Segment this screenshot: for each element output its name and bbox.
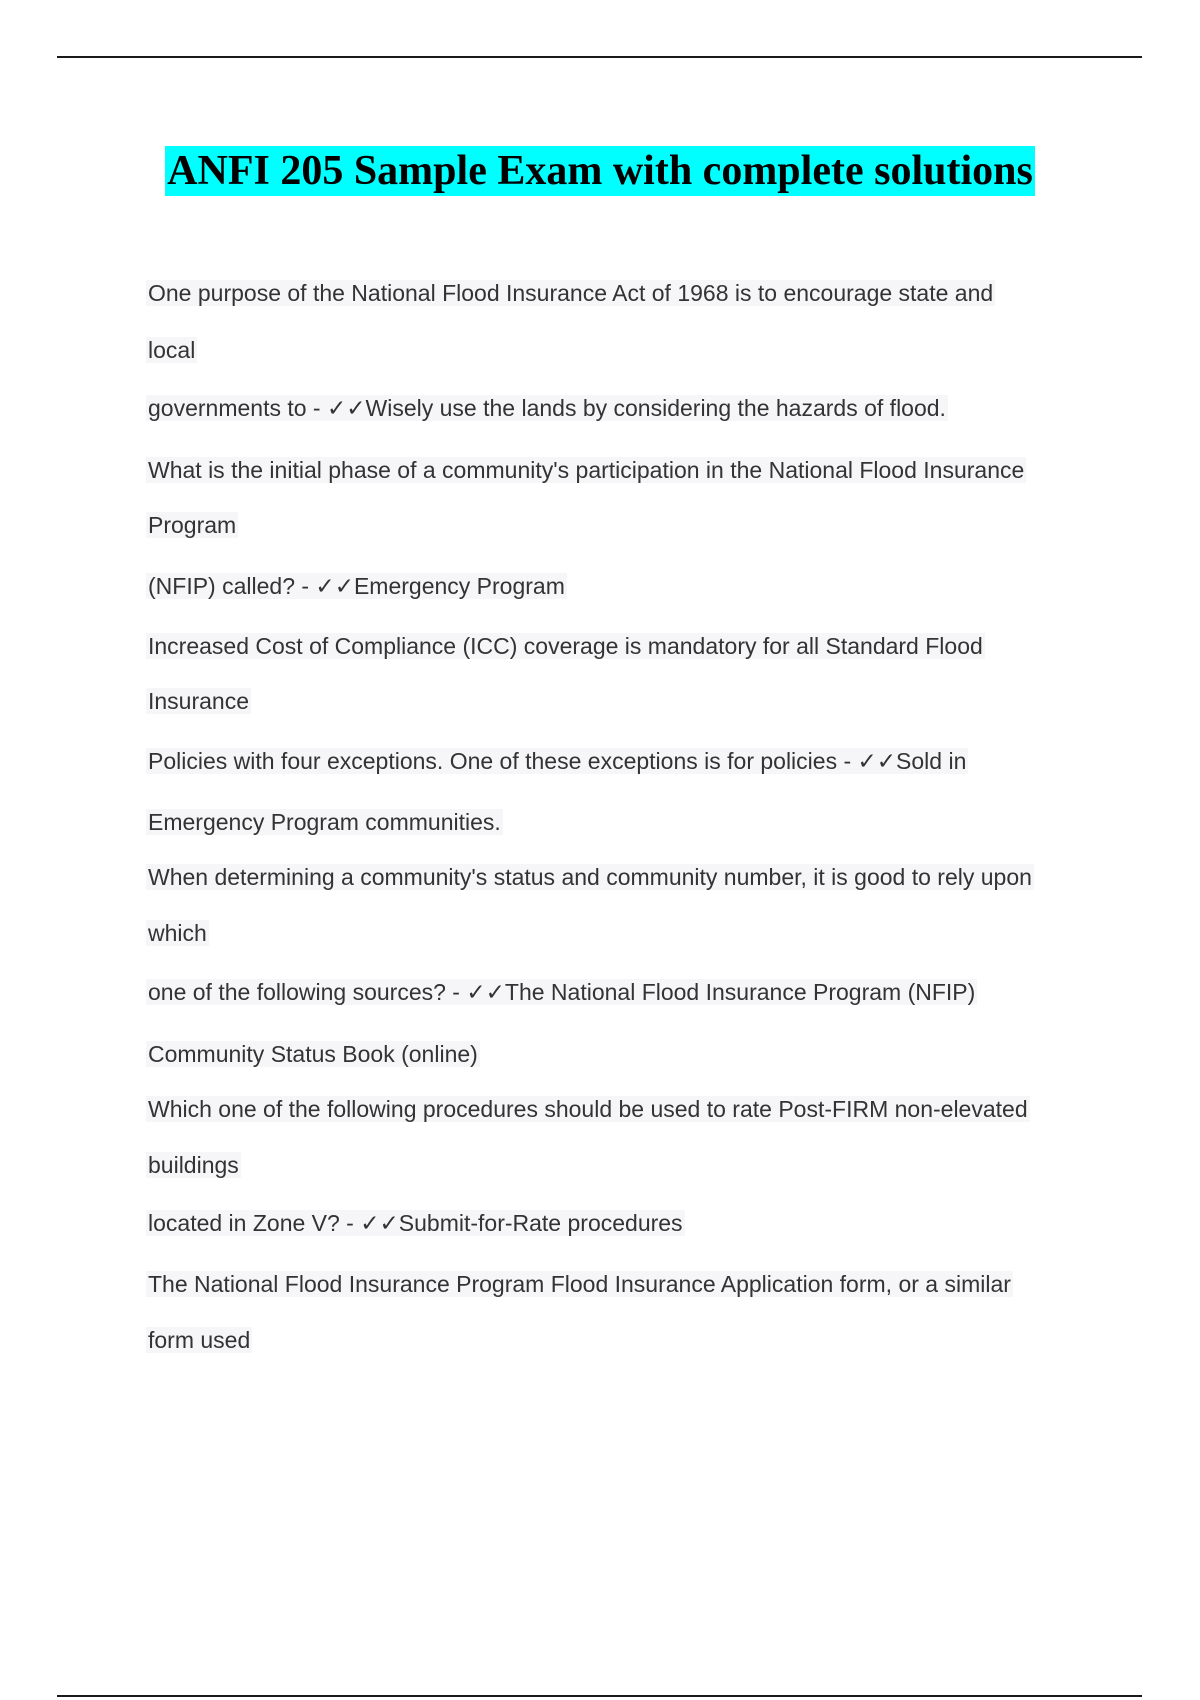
text-line — [146, 1267, 1013, 1301]
text-line-content: Program — [148, 512, 237, 538]
text-line-content: which — [148, 920, 207, 946]
text-line-content: Insurance — [148, 688, 250, 714]
text-line — [146, 975, 977, 1009]
text-line — [146, 684, 251, 718]
text-line — [146, 1148, 241, 1182]
text-line-content: What is the initial phase of a community's participation in the National Flood Insurance — [148, 457, 1025, 483]
text-line — [146, 569, 567, 603]
text-line — [146, 1206, 685, 1240]
text-line-content: located in Zone V? - ✓✓Submit-for-Rate procedures — [148, 1210, 683, 1236]
text-line — [146, 1323, 252, 1357]
text-line — [146, 629, 985, 663]
text-line — [146, 391, 948, 425]
text-line-content: When determining a community's status and community number, it is good to rely upon — [148, 864, 1032, 890]
text-line-content: governments to - ✓✓Wisely use the lands by considering the hazards of flood. — [148, 395, 946, 421]
document-title: ANFI 205 Sample Exam with complete solutions — [167, 148, 1033, 194]
text-line — [146, 1037, 480, 1071]
text-line — [146, 744, 968, 778]
text-line-content: (NFIP) called? - ✓✓Emergency Program — [148, 573, 565, 599]
text-line — [146, 805, 503, 839]
title-container — [0, 146, 1200, 196]
text-line-content: Which one of the following procedures should be used to rate Post-FIRM non-elevated — [148, 1096, 1028, 1122]
text-line — [146, 453, 1026, 487]
text-line-content: Increased Cost of Compliance (ICC) coverage is mandatory for all Standard Flood — [148, 633, 983, 659]
text-line-content: Policies with four exceptions. One of these exceptions is for policies - ✓✓Sold in — [148, 748, 967, 774]
top-rule — [57, 56, 1142, 58]
bottom-rule — [57, 1695, 1142, 1697]
text-line — [146, 333, 197, 367]
text-line-content: One purpose of the National Flood Insurance Act of 1968 is to encourage state and — [148, 280, 994, 306]
text-line — [146, 916, 209, 950]
text-line-content: The National Flood Insurance Program Flood Insurance Application form, or a similar — [148, 1271, 1011, 1297]
text-line-content: local — [148, 337, 196, 363]
text-line — [146, 276, 995, 310]
text-line — [146, 1092, 1030, 1126]
text-line-content: form used — [148, 1327, 251, 1353]
text-line — [146, 508, 238, 542]
text-line-content: Community Status Book (online) — [148, 1041, 478, 1067]
text-line — [146, 860, 1034, 894]
text-line-content: one of the following sources? - ✓✓The National Flood Insurance Program (NFIP) — [148, 979, 976, 1005]
text-line-content: Emergency Program communities. — [148, 809, 501, 835]
text-line-content: buildings — [148, 1152, 239, 1178]
